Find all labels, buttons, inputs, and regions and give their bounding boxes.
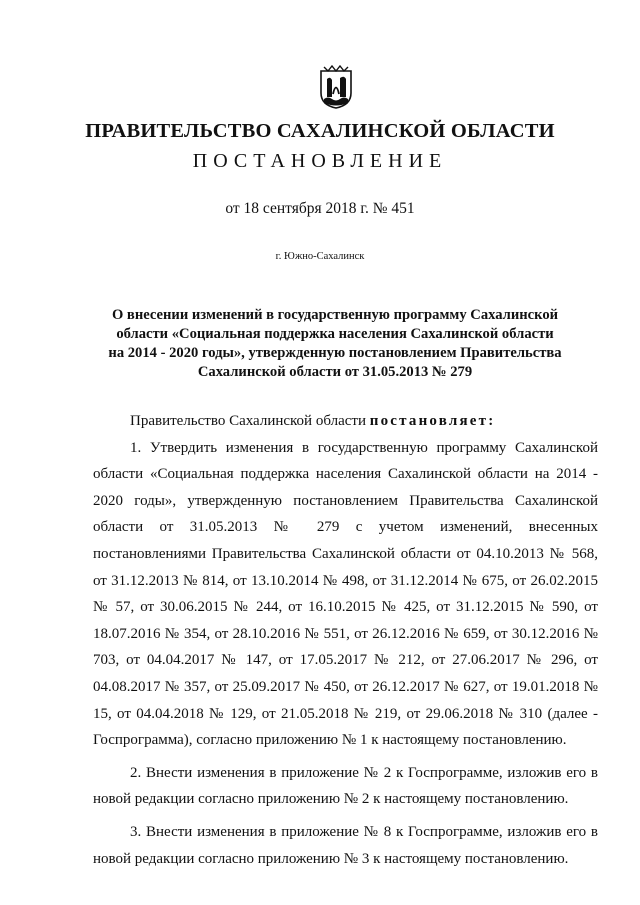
paragraph-item-3: 3. Внести изменения в приложение № 8 к Госпрограмме, изложив его в новой редакции согласно приложению № 3 к настоящему постановлению. <box>93 823 598 867</box>
government-title: ПРАВИТЕЛЬСТВО САХАЛИНСКОЙ ОБЛАСТИ <box>85 120 555 142</box>
document-subject <box>95 306 575 382</box>
document-type: ПОСТАНОВЛЕНИЕ <box>192 150 448 172</box>
paragraph-item-2: 2. Внести изменения в приложение № 2 к Госпрограмме, изложив его в новой редакции согласно приложению № 2 к настоящему постановлению. <box>93 764 598 808</box>
subject-line: О внесении изменений в государственную программу Сахалинской <box>111 307 559 323</box>
document-date-number: от 18 сентября 2018 г. № 451 <box>225 200 415 217</box>
subject-line: области «Социальная поддержка населения Сахалинской области <box>116 326 554 342</box>
intro-paragraph <box>93 408 598 435</box>
sakhalin-coat-of-arms-icon <box>318 63 354 109</box>
intro-emphasis: постановляет: <box>369 413 496 429</box>
document-city: г. Южно-Сахалинск <box>275 251 365 262</box>
paragraph-item-1: 1. Утвердить изменения в государственную программу Сахалинской области «Социальная поддержка населения Сахалинской области на 2014 - 2020 годы», утвержденную постановлением Правительства Сахалинской области от 31.05.2013 № 279 с учетом изменений, внесенных постановлениями Правительства Сахалинской области от 04.10.2013 № 568, от 31.12.2013 № 814, от 13.10.2014 № 498, от 31.12.2014 № 675, от 26.02.2015 № 57, от 30.06.2015 № 244, от 16.10.2015 № 425, от 31.12.2015 № 590, от 18.07.2016 № 354, от 28.10.2016 № 551, от 26.12.2016 № 659, от 30.12.2016 № 703, от 04.04.2017 № 147, от 17.05.2017 № 212, от 27.06.2017 № 296, от 04.08.2017 № 357, от 25.09.2017 № 450, от 26.12.2017 № 627, от 19.01.2018 № 15, от 04.04.2018 № 129, от 21.05.2018 № 219, от 29.06.2018 № 310 (далее - Госпрограмма), согласно приложению № 1 к настоящему постановлению. <box>93 439 598 749</box>
subject-line: на 2014 - 2020 годы», утвержденную постановлением Правительства <box>108 345 562 361</box>
subject-line: Сахалинской области от 31.05.2013 № 279 <box>197 364 473 380</box>
document-body <box>93 408 598 872</box>
intro-prefix: Правительство Сахалинской области <box>130 413 370 429</box>
